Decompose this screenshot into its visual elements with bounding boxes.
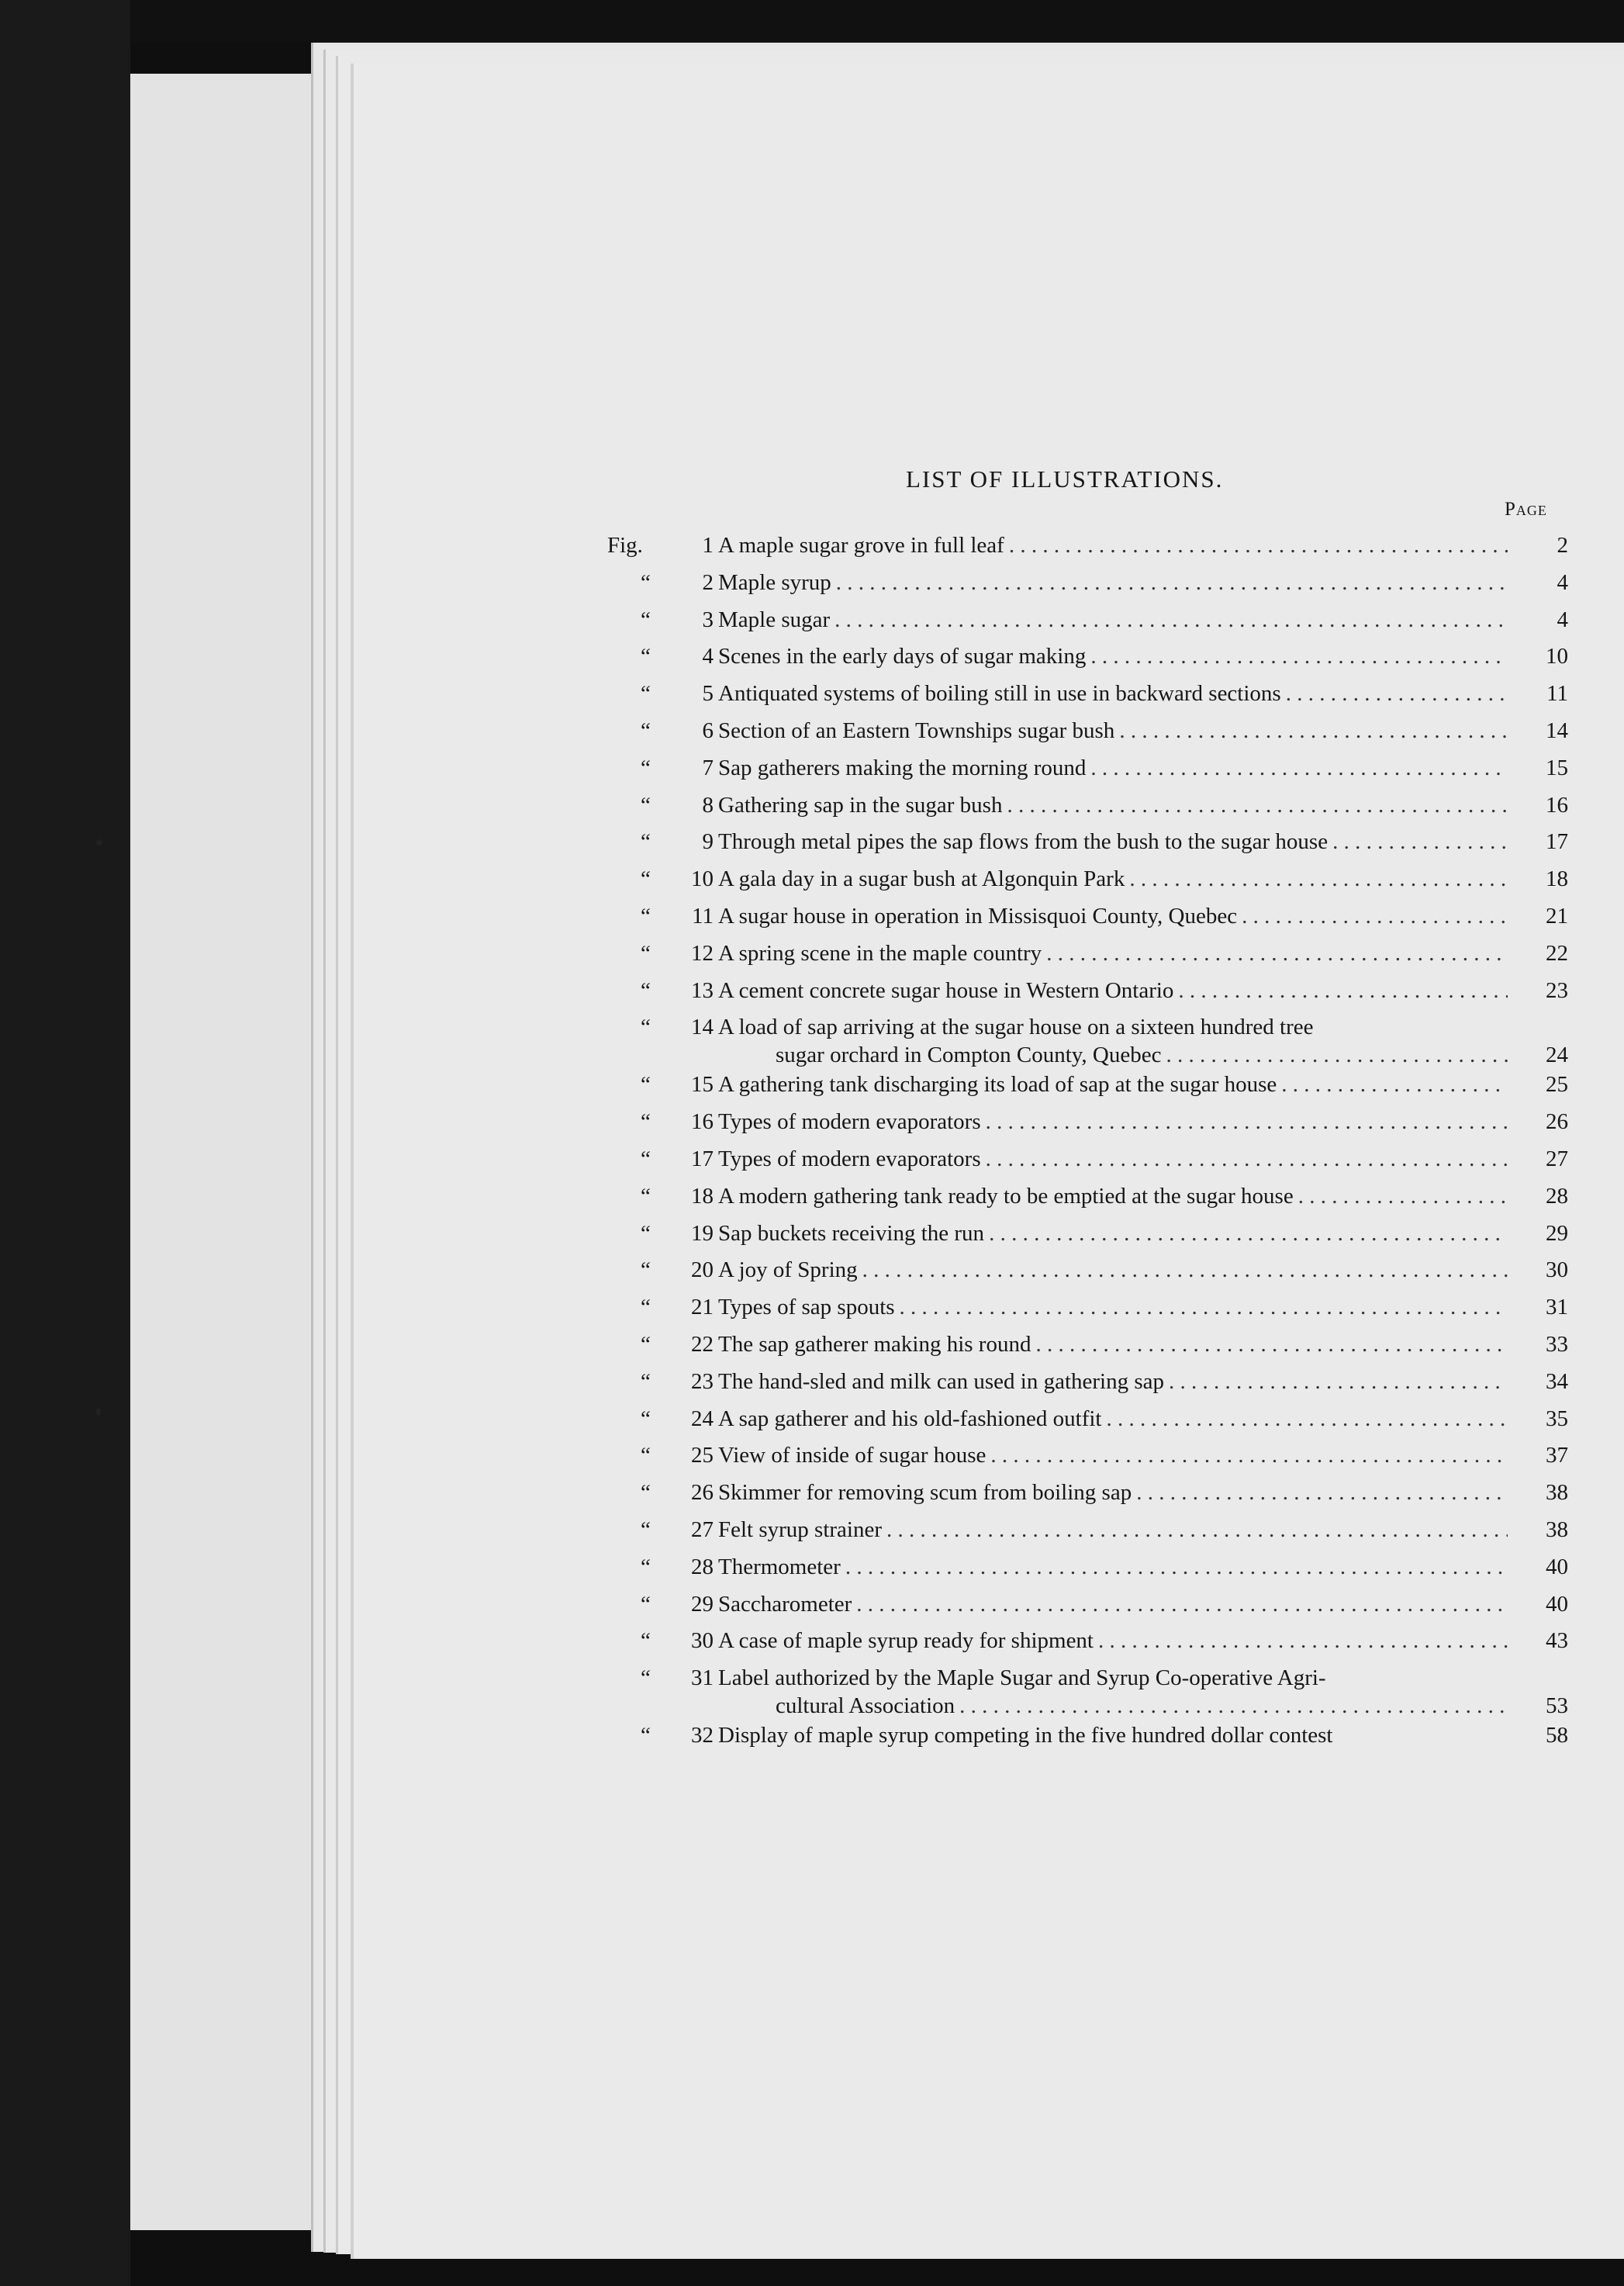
list-item xyxy=(0,865,1624,902)
figure-number: 30 xyxy=(691,1628,714,1653)
dot-leader xyxy=(836,569,1508,597)
page-number: 37 xyxy=(1546,1443,1568,1468)
figure-number: 17 xyxy=(691,1146,714,1171)
figure-number: 3 xyxy=(702,607,714,632)
figure-number: 16 xyxy=(691,1109,714,1134)
page-number: 4 xyxy=(1557,607,1568,632)
page-number: 40 xyxy=(1546,1592,1568,1617)
caption-text: Scenes in the early days of sugar making xyxy=(718,644,1087,669)
ditto-mark: “ xyxy=(641,681,651,706)
page-number: 4 xyxy=(1557,570,1568,595)
ditto-mark: “ xyxy=(641,1555,651,1579)
figure-number: 25 xyxy=(691,1443,714,1468)
figure-number: 8 xyxy=(702,793,714,818)
figure-number: 13 xyxy=(691,978,714,1003)
ditto-mark: “ xyxy=(641,1517,651,1542)
ditto-mark: “ xyxy=(641,1295,651,1319)
caption-text: Types of modern evaporators xyxy=(718,1146,981,1171)
caption-text: Saccharometer xyxy=(718,1592,852,1617)
ditto-mark: “ xyxy=(641,1723,651,1748)
list-item xyxy=(0,1145,1624,1182)
dot-leader xyxy=(1281,1070,1508,1098)
ditto-mark: “ xyxy=(641,1109,651,1134)
page-number: 11 xyxy=(1546,681,1568,706)
page-number: 17 xyxy=(1546,829,1568,854)
caption-text: Types of modern evaporators xyxy=(718,1109,981,1134)
ditto-mark: “ xyxy=(641,1369,651,1394)
figure-number: 6 xyxy=(702,718,714,743)
list-item xyxy=(0,642,1624,680)
page-number: 2 xyxy=(1557,533,1568,558)
ditto-mark: “ xyxy=(641,1665,651,1690)
figure-caption xyxy=(718,1330,1512,1358)
fig-label: Fig. xyxy=(607,533,643,558)
dot-leader xyxy=(1009,531,1508,559)
figure-number: 18 xyxy=(691,1184,714,1209)
page-number: 34 xyxy=(1546,1369,1568,1394)
list-item xyxy=(0,717,1624,754)
dot-leader xyxy=(1007,791,1508,819)
dot-leader xyxy=(986,1145,1508,1173)
caption-text: The hand-sled and milk can used in gathering sap xyxy=(718,1369,1165,1394)
page-number: 35 xyxy=(1546,1406,1568,1431)
list-item xyxy=(0,939,1624,977)
figure-caption xyxy=(718,717,1512,745)
list-item xyxy=(0,1721,1624,1759)
page-number: 14 xyxy=(1546,718,1568,743)
caption-text: Section of an Eastern Townships sugar bush xyxy=(718,718,1115,743)
figure-number: 26 xyxy=(691,1480,714,1505)
figure-number: 28 xyxy=(691,1555,714,1579)
figure-caption xyxy=(718,1441,1512,1469)
figure-number: 12 xyxy=(691,941,714,966)
caption-text: View of inside of sugar house xyxy=(718,1443,986,1468)
list-item xyxy=(0,1368,1624,1405)
caption-text: A load of sap arriving at the sugar house on a sixteen hundred tree xyxy=(718,1015,1314,1039)
figure-caption xyxy=(718,1182,1512,1210)
page-number: 16 xyxy=(1546,793,1568,818)
figure-number: 23 xyxy=(691,1369,714,1394)
figure-caption xyxy=(718,531,1512,559)
figure-number: 2 xyxy=(702,570,714,595)
page-number: 26 xyxy=(1546,1109,1568,1134)
dot-leader xyxy=(1119,717,1508,745)
dot-leader xyxy=(1242,902,1508,930)
list-item xyxy=(0,606,1624,643)
list-item xyxy=(0,1627,1624,1664)
ditto-mark: “ xyxy=(641,1332,651,1357)
figure-number: 31 xyxy=(691,1665,714,1690)
ditto-mark: “ xyxy=(641,1184,651,1209)
figure-number: 32 xyxy=(691,1723,714,1748)
dot-leader xyxy=(845,1553,1508,1581)
caption-text: Label authorized by the Maple Sugar and Syrup Co-operative Agri- xyxy=(718,1665,1326,1690)
page-number: 10 xyxy=(1546,644,1568,669)
list-item xyxy=(0,569,1624,606)
caption-text-continued: cultural Association xyxy=(776,1693,955,1718)
figure-caption xyxy=(718,939,1512,967)
dot-leader xyxy=(862,1256,1508,1284)
page-title: LIST OF ILLUSTRATIONS. xyxy=(906,465,1224,493)
ditto-mark: “ xyxy=(641,1628,651,1653)
figure-number: 21 xyxy=(691,1295,714,1319)
figure-caption xyxy=(718,680,1512,707)
ditto-mark: “ xyxy=(641,1443,651,1468)
page-number: 15 xyxy=(1546,756,1568,780)
figure-caption xyxy=(718,977,1512,1005)
figure-number: 9 xyxy=(702,829,714,854)
page-number: 40 xyxy=(1546,1555,1568,1579)
dot-leader xyxy=(900,1293,1508,1321)
list-item xyxy=(0,754,1624,791)
dot-leader xyxy=(1169,1368,1508,1395)
ditto-mark: “ xyxy=(641,1072,651,1097)
list-item xyxy=(0,1405,1624,1442)
list-item xyxy=(0,1219,1624,1257)
caption-text: Sap gatherers making the morning round xyxy=(718,756,1087,780)
ditto-mark: “ xyxy=(641,1592,651,1617)
list-item xyxy=(0,1478,1624,1516)
dot-leader xyxy=(990,1441,1508,1469)
ditto-mark: “ xyxy=(641,1221,651,1246)
page-number: 27 xyxy=(1546,1146,1568,1171)
dot-leader xyxy=(1332,828,1508,856)
figure-caption xyxy=(718,865,1512,893)
dot-leader xyxy=(986,1108,1508,1136)
dot-leader xyxy=(1178,977,1508,1005)
figure-caption xyxy=(718,1145,1512,1173)
page-number: 24 xyxy=(1546,1043,1568,1067)
caption-text: Skimmer for removing scum from boiling sap xyxy=(718,1480,1132,1505)
list-item xyxy=(0,977,1624,1014)
figure-number: 29 xyxy=(691,1592,714,1617)
page-number: 43 xyxy=(1546,1628,1568,1653)
figure-caption xyxy=(718,828,1512,856)
ditto-mark: “ xyxy=(641,1257,651,1282)
dot-leader xyxy=(1286,680,1508,707)
list-item xyxy=(0,1108,1624,1145)
figure-number: 5 xyxy=(702,681,714,706)
caption-text: A cement concrete sugar house in Western Ontario xyxy=(718,978,1174,1003)
figure-caption xyxy=(718,1516,1512,1544)
caption-text: A modern gathering tank ready to be emptied at the sugar house xyxy=(718,1184,1294,1209)
ditto-mark: “ xyxy=(641,978,651,1003)
caption-text: A gala day in a sugar bush at Algonquin Park xyxy=(718,866,1125,891)
dot-leader xyxy=(834,606,1508,634)
list-item xyxy=(0,1013,1624,1078)
list-item xyxy=(0,1182,1624,1219)
figure-caption xyxy=(718,791,1512,819)
dot-leader xyxy=(1046,939,1508,967)
caption-text: A gathering tank discharging its load of sap at the sugar house xyxy=(718,1072,1277,1097)
caption-text: Thermometer xyxy=(718,1555,841,1579)
ditto-mark: “ xyxy=(641,793,651,818)
caption-text: Maple sugar xyxy=(718,607,831,632)
caption-text: A maple sugar grove in full leaf xyxy=(718,533,1004,558)
figure-number: 4 xyxy=(702,644,714,669)
page-number: 58 xyxy=(1546,1723,1568,1748)
figure-number: 15 xyxy=(691,1072,714,1097)
list-item xyxy=(0,1553,1624,1590)
page-number: 53 xyxy=(1546,1693,1568,1718)
list-item xyxy=(0,531,1624,569)
figure-caption xyxy=(718,1721,1512,1749)
page-number: 31 xyxy=(1546,1295,1568,1319)
dot-leader xyxy=(856,1590,1508,1618)
ditto-mark: “ xyxy=(641,1146,651,1171)
figure-caption xyxy=(718,1590,1512,1618)
figure-caption xyxy=(718,1219,1512,1247)
caption-text: The sap gatherer making his round xyxy=(718,1332,1031,1357)
page-number: 18 xyxy=(1546,866,1568,891)
list-item xyxy=(0,1293,1624,1330)
caption-text: Maple syrup xyxy=(718,570,831,595)
figure-caption xyxy=(718,1070,1512,1098)
ditto-mark: “ xyxy=(641,1480,651,1505)
page-number: 30 xyxy=(1546,1257,1568,1282)
page-number: 22 xyxy=(1546,941,1568,966)
figure-caption xyxy=(718,1293,1512,1321)
figure-number: 24 xyxy=(691,1406,714,1431)
ditto-mark: “ xyxy=(641,1406,651,1431)
ditto-mark: “ xyxy=(641,644,651,669)
figure-number: 7 xyxy=(702,756,714,780)
figure-number: 20 xyxy=(691,1257,714,1282)
caption-text-continued: sugar orchard in Compton County, Quebec xyxy=(776,1043,1162,1067)
caption-text: Felt syrup strainer xyxy=(718,1517,883,1542)
ditto-mark: “ xyxy=(641,607,651,632)
figure-caption xyxy=(718,1627,1512,1655)
list-item xyxy=(0,1256,1624,1293)
page-number: 23 xyxy=(1546,978,1568,1003)
ditto-mark: “ xyxy=(641,904,651,929)
figure-caption xyxy=(718,1256,1512,1284)
page-number: 33 xyxy=(1546,1332,1568,1357)
list-item xyxy=(0,1070,1624,1108)
dot-leader xyxy=(989,1219,1508,1247)
caption-text: A case of maple syrup ready for shipment xyxy=(718,1628,1094,1653)
dot-leader xyxy=(1090,642,1508,670)
page-number: 25 xyxy=(1546,1072,1568,1097)
page-number: 29 xyxy=(1546,1221,1568,1246)
caption-text: Sap buckets receiving the run xyxy=(718,1221,985,1246)
dot-leader xyxy=(1035,1330,1508,1358)
caption-text: Through metal pipes the sap flows from the bush to the sugar house xyxy=(718,829,1329,854)
figure-caption xyxy=(718,606,1512,634)
figure-number: 14 xyxy=(691,1015,714,1039)
dot-leader xyxy=(1298,1182,1508,1210)
figure-number: 11 xyxy=(692,904,714,929)
dot-leader xyxy=(1107,1405,1508,1433)
dot-leader xyxy=(886,1516,1508,1544)
caption-text: A joy of Spring xyxy=(718,1257,858,1282)
list-item xyxy=(0,828,1624,865)
figure-caption xyxy=(718,1108,1512,1136)
ditto-mark: “ xyxy=(641,941,651,966)
ditto-mark: “ xyxy=(641,718,651,743)
caption-text: Antiquated systems of boiling still in use in backward sections xyxy=(718,681,1281,706)
list-item xyxy=(0,791,1624,828)
dot-leader xyxy=(1166,1041,1508,1069)
caption-text: Display of maple syrup competing in the five hundred dollar contest xyxy=(718,1723,1333,1748)
figure-caption xyxy=(718,1368,1512,1395)
figure-number: 19 xyxy=(691,1221,714,1246)
page-number: 28 xyxy=(1546,1184,1568,1209)
figure-caption xyxy=(718,569,1512,597)
caption-text: Gathering sap in the sugar bush xyxy=(718,793,1003,818)
figure-number: 27 xyxy=(691,1517,714,1542)
caption-text: Types of sap spouts xyxy=(718,1295,895,1319)
figure-caption xyxy=(718,754,1512,782)
figure-caption xyxy=(718,1405,1512,1433)
dot-leader xyxy=(1090,754,1508,782)
list-item xyxy=(0,1590,1624,1627)
ditto-mark: “ xyxy=(641,829,651,854)
list-item xyxy=(0,1330,1624,1368)
dot-leader xyxy=(1136,1478,1508,1506)
page-number: 21 xyxy=(1546,904,1568,929)
list-item xyxy=(0,1441,1624,1478)
list-item xyxy=(0,902,1624,939)
figure-caption xyxy=(718,1553,1512,1581)
page-number: 38 xyxy=(1546,1517,1568,1542)
caption-text: A sugar house in operation in Missisquoi County, Quebec xyxy=(718,904,1238,929)
figure-number: 10 xyxy=(691,866,714,891)
list-item xyxy=(0,1516,1624,1553)
figure-number: 22 xyxy=(691,1332,714,1357)
figure-caption xyxy=(718,902,1512,930)
page-number: 38 xyxy=(1546,1480,1568,1505)
dot-leader xyxy=(1129,865,1508,893)
list-item xyxy=(0,1664,1624,1729)
ditto-mark: “ xyxy=(641,1015,651,1039)
ditto-mark: “ xyxy=(641,570,651,595)
list-item xyxy=(0,680,1624,717)
caption-text: A sap gatherer and his old-fashioned outfit xyxy=(718,1406,1102,1431)
figure-caption xyxy=(718,1664,1512,1720)
scan-top-edge xyxy=(130,0,1624,43)
figure-caption xyxy=(718,1013,1512,1069)
caption-text: A spring scene in the maple country xyxy=(718,941,1042,966)
dot-leader xyxy=(1098,1627,1508,1655)
ditto-mark: “ xyxy=(641,756,651,780)
ditto-mark: “ xyxy=(641,866,651,891)
figure-caption xyxy=(718,1478,1512,1506)
figure-caption xyxy=(718,642,1512,670)
figure-number: 1 xyxy=(702,533,714,558)
page-column-header: Page xyxy=(1505,499,1547,520)
dot-leader xyxy=(959,1692,1508,1720)
